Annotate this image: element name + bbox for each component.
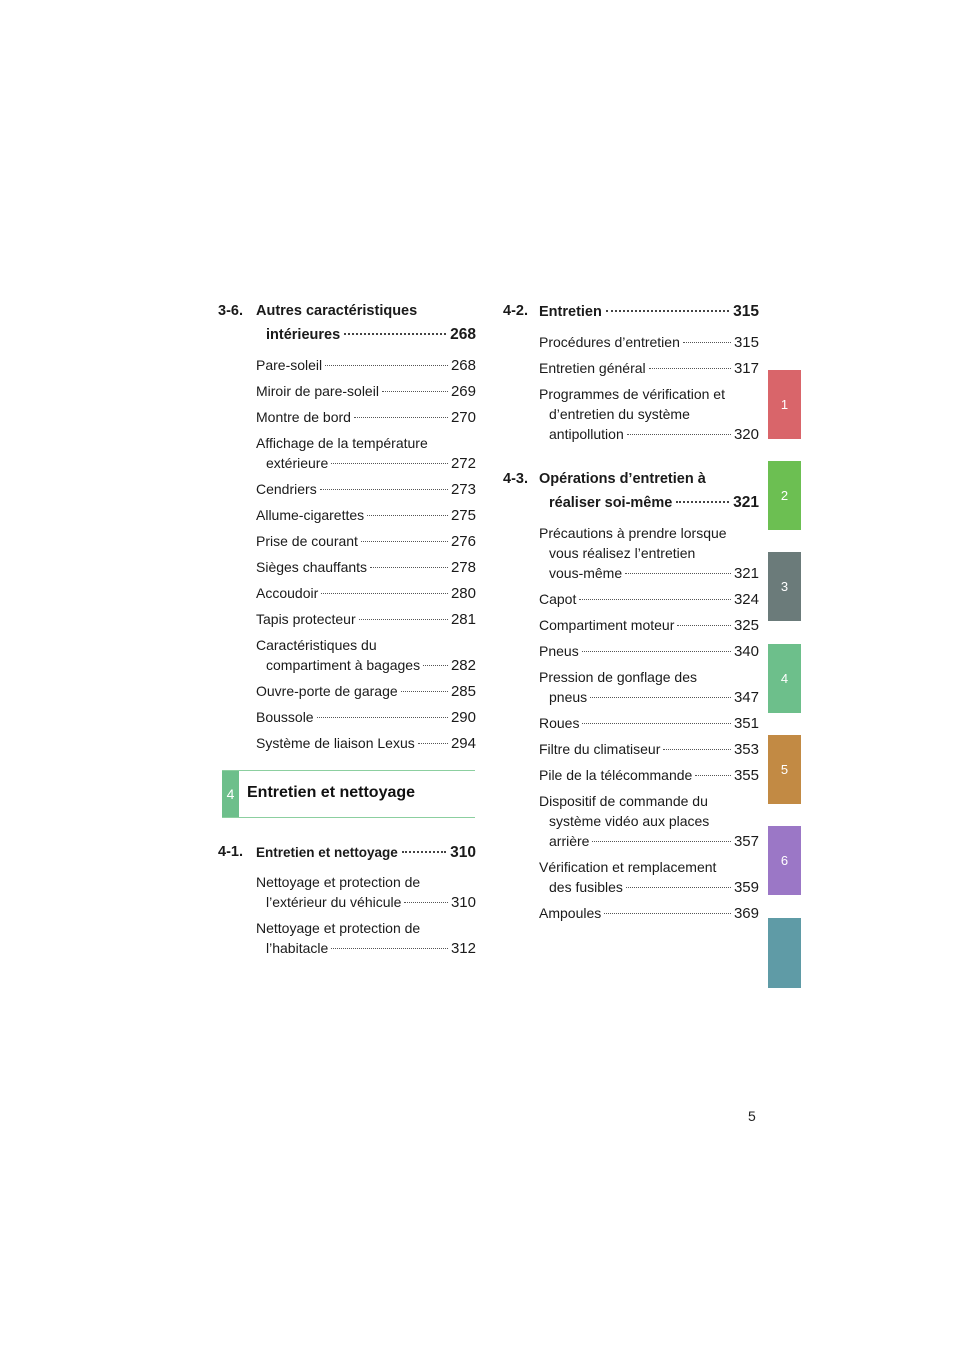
toc-entry[interactable]	[539, 384, 759, 445]
entry-page: 312	[450, 940, 476, 957]
entry-text: Caractéristiques du	[256, 637, 377, 653]
toc-entry[interactable]	[256, 355, 476, 376]
entry-text: Roues	[539, 715, 580, 731]
dot-leader	[423, 665, 448, 666]
entry-text: Vérification et remplacement	[539, 859, 717, 875]
toc-entry[interactable]	[539, 667, 759, 708]
entry-text: Pression de gonflage des	[539, 669, 697, 685]
dot-leader	[331, 463, 448, 464]
entry-text: Nettoyage et protection de	[256, 920, 421, 936]
entry-page: 353	[733, 741, 759, 758]
toc-entry[interactable]	[256, 733, 476, 754]
dot-leader	[649, 368, 731, 369]
section-number: 4-1.	[218, 844, 243, 860]
toc-section-4-2[interactable]	[503, 300, 759, 324]
toc-entry[interactable]	[256, 872, 476, 913]
chapter-tab-label: 1	[780, 397, 789, 412]
chapter-tab-label: 5	[780, 762, 789, 777]
entry-page: 282	[450, 657, 476, 674]
entry-text: l’habitacle	[266, 940, 329, 956]
section-title-line1: Autres caractéristiques	[256, 303, 418, 319]
entry-page: 270	[450, 409, 476, 426]
entry-text: compartiment à bagages	[266, 657, 421, 673]
dot-leader	[331, 948, 448, 949]
entry-page: 340	[733, 643, 759, 660]
dot-leader	[382, 391, 448, 392]
entry-text: extérieure	[266, 455, 329, 471]
toc-entry[interactable]	[256, 479, 476, 500]
entry-text: vous réalisez l’entretien	[549, 545, 696, 561]
dot-leader	[325, 365, 448, 366]
entry-page: 276	[450, 533, 476, 550]
toc-entry[interactable]	[539, 641, 759, 662]
section-number: 3-6.	[218, 303, 243, 319]
dot-leader	[590, 697, 731, 698]
entry-text: pneus	[549, 689, 588, 705]
toc-entry[interactable]	[539, 332, 759, 353]
dot-leader	[359, 619, 448, 620]
entry-text: Tapis protecteur	[256, 611, 356, 627]
entry-text: Boussole	[256, 709, 314, 725]
dot-leader	[626, 887, 731, 888]
dot-leader	[663, 749, 731, 750]
entry-text: Procédures d’entretien	[539, 334, 680, 350]
toc-entries-4-1	[218, 872, 476, 959]
toc-entry[interactable]	[256, 407, 476, 428]
dot-leader	[344, 333, 446, 335]
entry-text: Nettoyage et protection de	[256, 874, 421, 890]
dot-leader	[683, 342, 731, 343]
dot-leader	[320, 489, 448, 490]
toc-entry[interactable]	[256, 505, 476, 526]
toc-entry[interactable]	[539, 589, 759, 610]
entry-text: Dispositif de commande du	[539, 793, 708, 809]
toc-entries-4-2	[503, 332, 759, 445]
chapter-tab-label: 4	[780, 671, 789, 686]
toc-left-column	[218, 300, 476, 759]
dot-leader	[317, 717, 448, 718]
toc-entry[interactable]	[256, 583, 476, 604]
entry-text: l’extérieur du véhicule	[266, 894, 402, 910]
toc-entry[interactable]	[256, 381, 476, 402]
chapter-banner	[222, 770, 475, 818]
entry-page: 355	[733, 767, 759, 784]
entry-page: 351	[733, 715, 759, 732]
dot-leader	[404, 902, 448, 903]
entry-text: Accoudoir	[256, 585, 319, 601]
chapter-title: Entretien et nettoyage	[247, 784, 416, 801]
toc-left-column-lower	[218, 841, 476, 964]
toc-entry[interactable]	[256, 609, 476, 630]
toc-section-4-3[interactable]	[503, 468, 759, 515]
dot-leader	[418, 743, 448, 744]
chapter-tab-5[interactable]	[768, 735, 801, 804]
entry-page: 275	[450, 507, 476, 524]
section-number: 4-3.	[503, 471, 528, 487]
chapter-tab-2[interactable]	[768, 461, 801, 530]
toc-entry[interactable]	[539, 903, 759, 924]
section-page: 310	[450, 844, 476, 861]
entry-page: 357	[733, 833, 759, 850]
entry-page: 310	[450, 894, 476, 911]
chapter-tab-label: 3	[780, 579, 789, 594]
toc-entry[interactable]	[256, 433, 476, 474]
toc-entry[interactable]	[539, 713, 759, 734]
dot-leader	[695, 775, 731, 776]
dot-leader	[677, 625, 731, 626]
entry-page: 320	[733, 426, 759, 443]
entry-text: Cendriers	[256, 481, 317, 497]
toc-entries-3-6	[218, 355, 476, 754]
dot-leader	[627, 434, 731, 435]
dot-leader	[625, 573, 731, 574]
toc-entry[interactable]	[539, 765, 759, 786]
toc-entry[interactable]	[539, 615, 759, 636]
section-title: Entretien et nettoyage	[256, 845, 398, 860]
entry-page: 272	[450, 455, 476, 472]
dot-leader	[579, 599, 731, 600]
toc-entry[interactable]	[256, 557, 476, 578]
entry-page: 290	[450, 709, 476, 726]
dot-leader	[361, 541, 448, 542]
chapter-tab-6[interactable]	[768, 826, 801, 895]
dot-leader	[402, 851, 446, 853]
entry-page: 321	[733, 565, 759, 582]
entry-text: Pare-soleil	[256, 357, 323, 373]
entry-page: 359	[733, 879, 759, 896]
entry-page: 315	[733, 334, 759, 351]
entry-page: 347	[733, 689, 759, 706]
entry-page: 268	[450, 357, 476, 374]
entry-text: Précautions à prendre lorsque	[539, 525, 727, 541]
entry-page: 285	[450, 683, 476, 700]
toc-entry[interactable]	[539, 739, 759, 760]
toc-entries-4-3	[503, 523, 759, 924]
entry-text: Programmes de vérification et	[539, 386, 725, 402]
dot-leader	[592, 841, 731, 842]
toc-entry[interactable]	[539, 358, 759, 379]
entry-text: Miroir de pare-soleil	[256, 383, 379, 399]
entry-text: arrière	[549, 833, 590, 849]
entry-text: Montre de bord	[256, 409, 351, 425]
entry-text: Système de liaison Lexus	[256, 735, 415, 751]
section-title-line2: intérieures	[266, 327, 341, 343]
entry-page: 278	[450, 559, 476, 576]
section-title-line2: réaliser soi-même	[549, 495, 673, 511]
toc-entry[interactable]	[256, 531, 476, 552]
entry-page: 317	[733, 360, 759, 377]
entry-page: 294	[450, 735, 476, 752]
toc-section-3-6[interactable]	[218, 300, 476, 347]
dot-leader	[370, 567, 448, 568]
entry-text: d’entretien du système	[549, 406, 690, 422]
entry-page: 369	[733, 905, 759, 922]
toc-entry[interactable]	[256, 707, 476, 728]
entry-text: des fusibles	[549, 879, 623, 895]
toc-entry[interactable]	[256, 635, 476, 676]
section-page: 321	[733, 494, 759, 511]
chapter-tab-1[interactable]	[768, 370, 801, 439]
section-title-line1: Opérations d’entretien à	[539, 471, 706, 487]
dot-leader	[401, 691, 448, 692]
toc-right-column-lower	[503, 468, 759, 929]
entry-text: Ampoules	[539, 905, 602, 921]
chapter-tab-label: 2	[780, 488, 789, 503]
dot-leader	[582, 651, 731, 652]
entry-text: Prise de courant	[256, 533, 358, 549]
entry-page: 280	[450, 585, 476, 602]
entry-text: Allume-cigarettes	[256, 507, 365, 523]
section-page: 268	[450, 326, 476, 343]
chapter-number-tab: 4	[222, 771, 239, 817]
dot-leader	[354, 417, 448, 418]
section-number: 4-2.	[503, 303, 528, 319]
dot-leader	[367, 515, 448, 516]
toc-right-column	[503, 300, 759, 450]
entry-text: Entretien général	[539, 360, 646, 376]
toc-entry[interactable]	[539, 523, 759, 584]
chapter-tab-3[interactable]	[768, 552, 801, 621]
entry-text: système vidéo aux places	[549, 813, 710, 829]
dot-leader	[676, 501, 729, 503]
entry-page: 273	[450, 481, 476, 498]
entry-text: Ouvre-porte de garage	[256, 683, 398, 699]
chapter-tab-index[interactable]	[768, 918, 801, 988]
dot-leader	[321, 593, 448, 594]
entry-text: Filtre du climatiseur	[539, 741, 661, 757]
dot-leader	[606, 310, 729, 312]
section-page: 315	[733, 303, 759, 320]
entry-text: Pile de la télécommande	[539, 767, 693, 783]
dot-leader	[582, 723, 731, 724]
entry-page: 324	[733, 591, 759, 608]
toc-section-4-1[interactable]	[218, 841, 476, 864]
entry-page: 325	[733, 617, 759, 634]
entry-text: Affichage de la température	[256, 435, 428, 451]
dot-leader	[604, 913, 731, 914]
entry-page: 269	[450, 383, 476, 400]
entry-page: 281	[450, 611, 476, 628]
entry-text: Pneus	[539, 643, 579, 659]
toc-entry[interactable]	[256, 681, 476, 702]
entry-text: vous-même	[549, 565, 623, 581]
chapter-tab-label: 6	[780, 853, 789, 868]
toc-entry[interactable]	[256, 918, 476, 959]
page-number: 5	[748, 1108, 756, 1124]
entry-text: antipollution	[549, 426, 624, 442]
entry-text: Compartiment moteur	[539, 617, 675, 633]
chapter-tab-4[interactable]	[768, 644, 801, 713]
toc-entry[interactable]	[539, 857, 759, 898]
toc-entry[interactable]	[539, 791, 759, 852]
entry-text: Sièges chauffants	[256, 559, 368, 575]
section-title: Entretien	[539, 304, 602, 320]
entry-text: Capot	[539, 591, 577, 607]
